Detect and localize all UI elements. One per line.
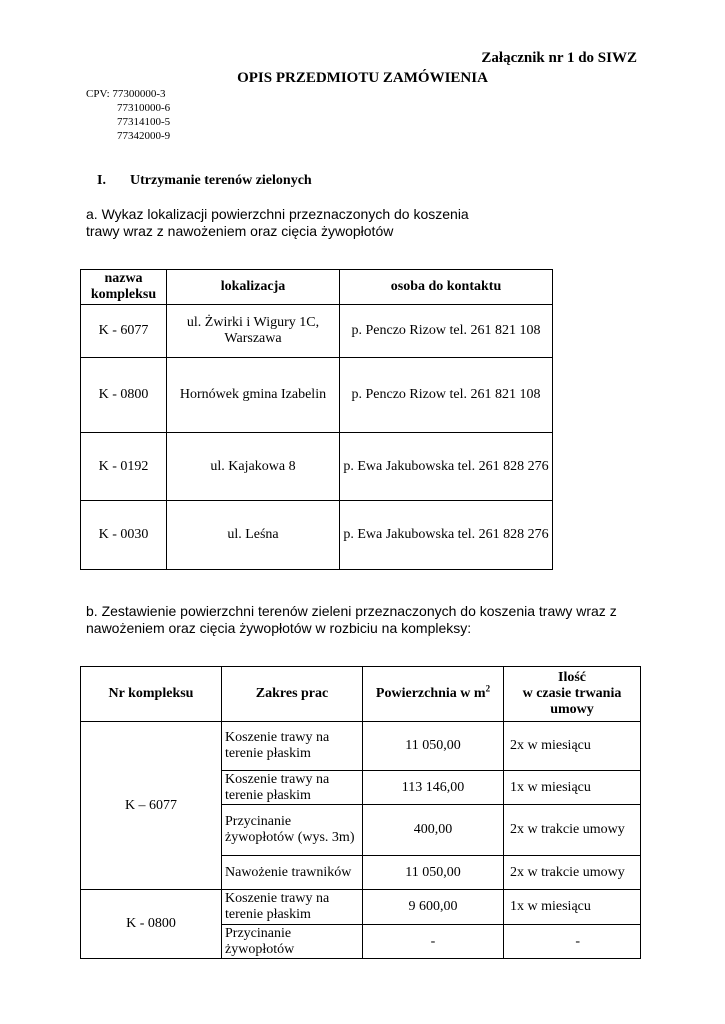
- table-row: [81, 358, 553, 433]
- complex-name: K – 6077: [81, 722, 222, 890]
- table-row: [81, 890, 641, 925]
- table-row: [81, 722, 641, 771]
- locations-table: [80, 269, 553, 570]
- cpv-code: 77314100-5: [117, 116, 171, 128]
- document-title: OPIS PRZEDMIOTU ZAMÓWIENIA: [237, 70, 488, 86]
- frequency: 2x w trakcie umowy: [504, 805, 641, 856]
- frequency: 2x w miesiącu: [504, 722, 641, 771]
- frequency: 1x w miesiącu: [504, 890, 641, 925]
- area-value: 11 050,00: [363, 722, 504, 771]
- contact: p. Ewa Jakubowska tel. 261 828 276: [340, 501, 553, 570]
- complex-name: K - 0800: [81, 358, 167, 433]
- table-row: [81, 305, 553, 358]
- complex-name: K - 6077: [81, 305, 167, 358]
- contact: p. Ewa Jakubowska tel. 261 828 276: [340, 433, 553, 501]
- contact: p. Penczo Rizow tel. 261 821 108: [340, 305, 553, 358]
- area-value: 11 050,00: [363, 856, 504, 890]
- cpv-code: CPV: 77300000-3: [86, 88, 166, 100]
- table-row: [81, 433, 553, 501]
- location: ul. Kajakowa 8: [167, 433, 340, 501]
- table-row: [81, 501, 553, 570]
- section-heading: I. Utrzymanie terenów zielonych: [97, 173, 312, 188]
- cpv-code: 77310000-6: [117, 102, 171, 114]
- areas-table: [80, 666, 641, 959]
- cpv-code: 77342000-9: [117, 130, 171, 142]
- part-b-intro: b. Zestawienie powierzchni terenów zieleni przeznaczonych do koszenia trawy wraz z nawożeniem oraz cięcia żywopłotów w rozbiciu na kompleksy:: [86, 603, 617, 636]
- complex-name: K - 0030: [81, 501, 167, 570]
- column-header: osoba do kontaktu: [340, 270, 553, 305]
- table-header-row: [81, 270, 553, 305]
- column-header: nazwa kompleksu: [81, 270, 167, 305]
- column-header: lokalizacja: [167, 270, 340, 305]
- column-header: Ilość w czasie trwania umowy: [504, 667, 641, 722]
- frequency: 2x w trakcie umowy: [504, 856, 641, 890]
- frequency: -: [504, 925, 641, 959]
- work-scope: Przycinanie żywopłotów: [222, 925, 363, 959]
- location: Hornówek gmina Izabelin: [167, 358, 340, 433]
- area-value: 400,00: [363, 805, 504, 856]
- part-a-intro: a. Wykaz lokalizacji powierzchni przeznaczonych do koszenia trawy wraz z nawożeniem oraz cięcia żywopłotów: [86, 206, 469, 239]
- work-scope: Koszenie trawy na terenie płaskim: [222, 722, 363, 771]
- cpv-codes: [86, 87, 170, 143]
- work-scope: Koszenie trawy na terenie płaskim: [222, 771, 363, 805]
- frequency: 1x w miesiącu: [504, 771, 641, 805]
- area-value: -: [363, 925, 504, 959]
- column-header: Powierzchnia w $m^2$: [363, 667, 504, 722]
- work-scope: Koszenie trawy na terenie płaskim: [222, 890, 363, 925]
- location: ul. Leśna: [167, 501, 340, 570]
- column-header: Nr kompleksu: [81, 667, 222, 722]
- contact: p. Penczo Rizow tel. 261 821 108: [340, 358, 553, 433]
- work-scope: Nawożenie trawników: [222, 856, 363, 890]
- complex-name: K - 0800: [81, 890, 222, 959]
- table-header-row: [81, 667, 641, 722]
- area-value: 113 146,00: [363, 771, 504, 805]
- area-value: 9 600,00: [363, 890, 504, 925]
- work-scope: Przycinanie żywopłotów (wys. 3m): [222, 805, 363, 856]
- attachment-label: Załącznik nr 1 do SIWZ: [481, 50, 637, 66]
- location: ul. Żwirki i Wigury 1C, Warszawa: [167, 305, 340, 358]
- column-header: Zakres prac: [222, 667, 363, 722]
- complex-name: K - 0192: [81, 433, 167, 501]
